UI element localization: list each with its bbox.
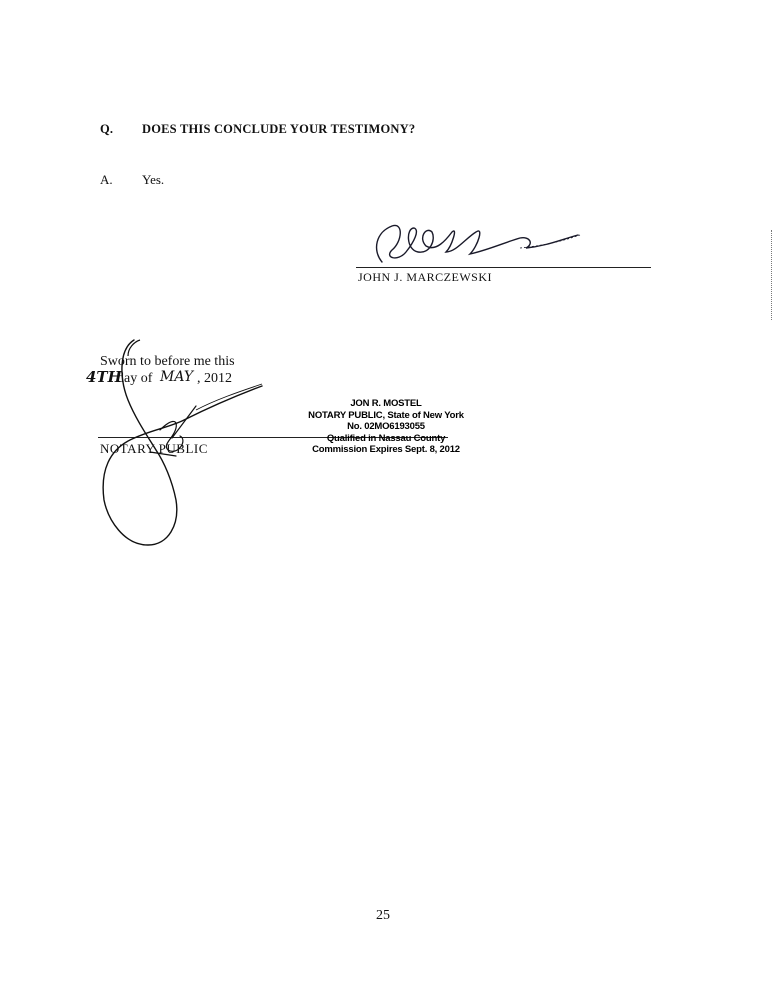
notary-stamp-expires: Commission Expires Sept. 8, 2012 [312,444,460,455]
witness-signature-line [356,267,651,268]
notary-stamp [286,398,486,456]
jurat-month-handwritten: MAY [160,369,194,385]
question-label: Q. [100,122,114,136]
jurat-day-handwritten: 4TH [86,368,122,386]
jurat-day-of-text: day of [117,371,153,386]
jurat-year-text: , 2012 [197,371,232,386]
witness-signature-scribble [377,225,578,262]
answer-text: Yes. [142,172,165,187]
jurat-sworn-text: Sworn to before me this [100,354,235,369]
answer-label: A. [100,172,113,187]
notary-stamp-county: Qualified in Nassau County [326,432,446,444]
notary-public-label: NOTARY PUBLIC [100,441,208,456]
notary-stamp-title: NOTARY PUBLIC, State of New York [308,409,464,421]
witness-signature-tail [520,235,580,248]
notary-stamp-number: No. 02MO6193055 [347,421,425,432]
notary-stamp-name: JON R. MOSTEL [350,398,422,409]
page-number: 25 [376,908,390,923]
notary-signature-extension [196,384,262,410]
witness-name: JOHN J. MARCZEWSKI [358,270,493,284]
question-text: DOES THIS CONCLUDE YOUR TESTIMONY? [142,122,416,136]
